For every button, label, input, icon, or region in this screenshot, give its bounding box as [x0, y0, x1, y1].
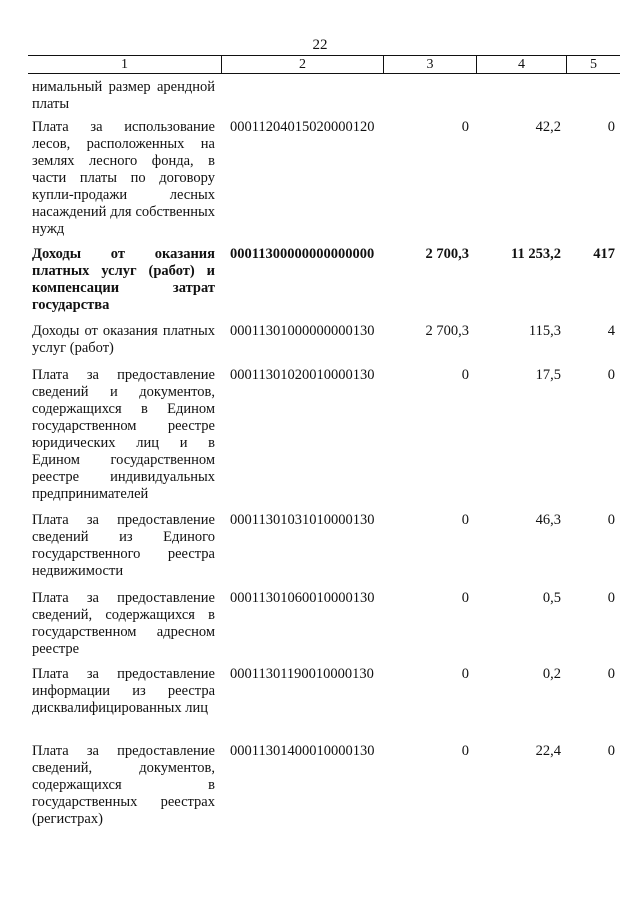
row-col-3: 2 700,3	[425, 246, 469, 262]
row-code: 00011204015020000120	[230, 119, 375, 135]
row-name: Плата за предоставление сведений, содержащихся в государственном адресном реестре	[32, 590, 215, 657]
row-code: 00011301400010000130	[230, 743, 375, 759]
row-col-5: 0	[607, 367, 615, 383]
page-number: 22	[312, 37, 328, 53]
header-col-4: 4	[518, 57, 525, 72]
row-col-3: 0	[461, 367, 469, 383]
row-col-4: 11 253,2	[511, 246, 561, 262]
row-code: 00011301060010000130	[230, 590, 375, 606]
row-name: Доходы от оказания платных услуг (работ) и компенсации затрат государства	[32, 246, 215, 313]
row-name: Плата за использование лесов, расположенных на землях лесного фонда, в части платы по договору купли-продажи лесных насаждений для собственных нужд	[32, 119, 215, 237]
row-name: Доходы от оказания платных услуг (работ)	[32, 323, 215, 356]
header-col-5: 5	[590, 57, 597, 72]
row-col-4: 42,2	[535, 119, 561, 135]
row-col-5: 4	[607, 323, 615, 339]
row-name: Плата за предоставление сведений из Единого государственного реестра недвижимости	[32, 512, 215, 579]
row-col-5: 0	[607, 512, 615, 528]
table-header	[28, 55, 620, 74]
row-col-3: 0	[461, 743, 469, 759]
header-col-3: 3	[426, 57, 434, 72]
row-col-4: 0,5	[542, 590, 561, 606]
row-code: 00011301000000000130	[230, 323, 375, 339]
row-col-4: 46,3	[535, 512, 561, 528]
row-col-4: 0,2	[542, 666, 561, 682]
row-code: 00011301031010000130	[230, 512, 375, 528]
row-name: Плата за предоставление информации из реестра дисквалифицированных лиц	[32, 666, 215, 716]
row-code: 00011300000000000000	[230, 246, 375, 262]
row-col-3: 2 700,3	[425, 323, 469, 339]
row-col-3: 0	[461, 590, 469, 606]
row-col-5: 0	[607, 666, 615, 682]
row-col-5: 0	[607, 590, 615, 606]
row-col-4: 17,5	[535, 367, 561, 383]
row-col-5: 0	[607, 743, 615, 759]
row-code: 00011301190010000130	[230, 666, 374, 682]
row-col-5: 0	[607, 119, 615, 135]
row-code: 00011301020010000130	[230, 367, 375, 383]
row-col-4: 22,4	[535, 743, 561, 759]
row-name: нимальный размер арендной платы	[32, 79, 215, 112]
header-col-1: 1	[121, 57, 128, 72]
row-name: Плата за предоставление сведений и документов, содержащихся в Едином государственном реестре юридических лиц и в Едином государственном реестре индивидуальных предпринимателей	[32, 367, 215, 502]
row-col-5: 417	[593, 246, 615, 262]
row-col-3: 0	[461, 119, 469, 135]
row-col-4: 115,3	[528, 323, 561, 339]
row-name: Плата за предоставление сведений, документов, содержащихся в государственных реестрах (регистрах)	[32, 743, 215, 827]
header-col-2: 2	[299, 57, 306, 72]
row-col-3: 0	[461, 512, 469, 528]
row-col-3: 0	[461, 666, 469, 682]
